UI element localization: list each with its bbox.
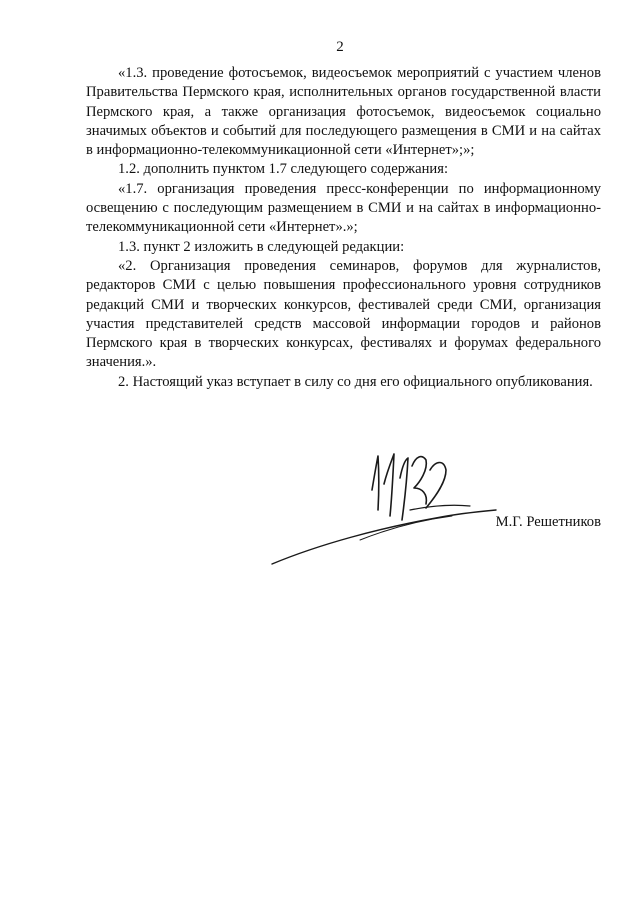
paragraph-2-seminars: «2. Организация проведения семинаров, форумов для журналистов, редакторов СМИ с целью повышения профессионального уровня сотрудников редакций СМИ и творческих конкурсов, фестивалей среди СМИ, организация участия представителей средств массовой информации городов и районов Пермского края в творческих конкурсах, фестивалях и форумах федерального значения.». [86, 257, 601, 371]
handwritten-signature-icon [260, 448, 510, 578]
signer-name: М.Г. Решетников [495, 514, 601, 530]
paragraph-1-3-photo-video: «1.3. проведение фотосъемок, видеосъемок мероприятий с участием членов Правительства Пермского края, исполнительных органов государственной власти Пермского края, а также организация фотосъемок, видеосъемок социально значимых объектов и событий для последующего размещения в СМИ и на сайтах в информационно-телекоммуникационной сети «Интернет»;»; [86, 65, 601, 159]
page-number: 2 [336, 39, 344, 55]
paragraph-1-3-amendment: 1.3. пункт 2 изложить в следующей редакции: [118, 238, 405, 255]
paragraph-1-7-press-conference: «1.7. организация проведения пресс-конференции по информационному освещению с последующим размещением в СМИ и на сайтах в информационно-телекоммуникационной сети «Интернет».»; [86, 180, 601, 236]
paragraph-1-2-amendment: 1.2. дополнить пунктом 1.7 следующего содержания: [118, 161, 449, 178]
signature-block [260, 448, 601, 578]
paragraph-2-effective-date: 2. Настоящий указ вступает в силу со дня его официального опубликования. [118, 373, 593, 390]
document-body [86, 64, 601, 392]
